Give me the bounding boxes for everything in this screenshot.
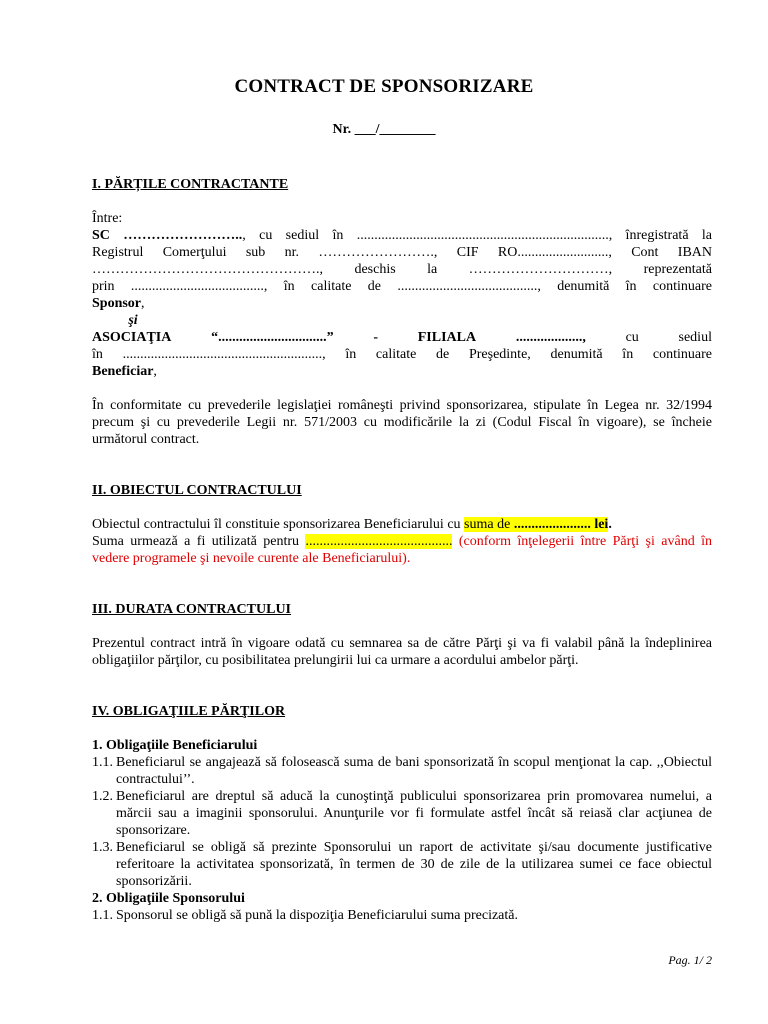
parties-line-7: în ........................................................., în calitate de Preşedinte, denumită în continuare (92, 347, 712, 362)
parties-line-1 (92, 227, 712, 244)
parties-line-1-text: , cu sediul în ........................................................................, înregistrată la (242, 228, 712, 243)
asociatia-line (92, 329, 712, 346)
list-item-text: Sponsorul se obligă să pună la dispoziţia Beneficiarului suma precizată. (116, 908, 518, 923)
duration-paragraph: Prezentul contract intră în vigoare odată cu semnarea sa de către Părţi şi va fi valabil până la îndeplinirea obligaţiilor părţilor, cu posibilitatea prelungirii lui ca urmare a acordului ambelor părţi. (92, 636, 712, 668)
asociatia-cu: cu (625, 330, 639, 345)
usage-blank-highlight: .......................................... (305, 534, 453, 549)
intre-label: Între: (92, 211, 123, 226)
list-item-text: Beneficiarul se obligă să prezinte Sponsorului un raport de activitate şi/sau documente justificative referitoare la activitatea sponsorizată, în termen de 30 de zile de la utilizarea sumei ce face obiectul sponsorizării. (116, 840, 712, 889)
list-item (92, 907, 712, 924)
beneficiar-term: Beneficiar (92, 364, 154, 379)
list-item-number: 1.1. (92, 908, 113, 923)
beneficiary-obligations-list (92, 754, 712, 890)
object-text: Obiectul contractului îl constituie sponsorizarea Beneficiarului cu (92, 517, 465, 532)
list-item (92, 839, 712, 890)
si-conjunction: şi (128, 313, 138, 328)
object-line-2 (92, 533, 712, 567)
legal-basis-paragraph: În conformitate cu prevederile legislaţiei româneşti privind sponsorizarea, stipulate în Legea nr. 32/1994 precum şi cu prevederile Legii nr. 571/2003 cu modificările la zi (Codul Fiscal în vigoare), se încheie următorul contract. (92, 398, 712, 447)
sponsor-obligations-list (92, 907, 712, 924)
asociatia-label: ASOCIAŢIA (92, 330, 172, 345)
asociatia-dash: - (373, 330, 378, 345)
section-heading-parties: I. PĂRȚILE CONTRACTANTE (92, 177, 289, 192)
parties-line-4: prin ......................................, în calitate de ........................................, denumită în continuare (92, 279, 712, 294)
section-heading-object: II. OBIECTUL CONTRACTULUI (92, 483, 302, 498)
sponsor-obligations-title: 2. Obligaţiile Sponsorului (92, 891, 245, 906)
section-heading-obligations: IV. OBLIGAŢIILE PĂRŢILOR (92, 704, 286, 719)
parties-line-2: Registrul Comerţului sub nr. ……………………., CIF RO.........................., Cont IBAN (92, 245, 712, 260)
contract-number: Nr. ___/________ (332, 122, 436, 137)
list-item (92, 788, 712, 839)
document-title: CONTRACT DE SPONSORIZARE (234, 76, 534, 97)
list-item-text: Beneficiarul are dreptul să aducă la cunoştinţă publicului sponsorizarea prin promovarea numelui, a mărcii sau a imaginii sponsorului. Anunţurile vor fi formulate astfel încât să reiasă clar acţiunea de sponsorizare. (116, 789, 712, 838)
sum-amount-blank: ...................... lei (513, 517, 609, 532)
list-item (92, 754, 712, 788)
sum-label: suma de (464, 517, 514, 532)
sponsor-term: Sponsor (92, 296, 142, 311)
parties-line-3: …………………………………………., deschis la …………………………, reprezentată (92, 262, 712, 277)
object-line-1 (92, 516, 712, 533)
parties-line-8: Beneficiar, (92, 364, 157, 379)
sum-highlight (464, 517, 608, 532)
list-item-number: 1.3. (92, 840, 113, 855)
beneficiary-obligations-title: 1. Obligaţiile Beneficiarului (92, 738, 258, 753)
usage-note-red: (conform înţelegerii între Părţi şi având în vedere programele şi nevoile curente ale Beneficiarului). (92, 534, 712, 566)
list-item-number: 1.1. (92, 755, 113, 770)
sc-name: SC …………………….. (92, 228, 243, 243)
object-period: . (608, 517, 612, 532)
filiala-blank: ..................., (515, 330, 586, 345)
asociatia-sediul: sediul (678, 330, 712, 345)
list-item-text: Beneficiarul se angajează să folosească suma de bani sponsorizată în scopul menţionat la cap. ,,Obiectul contractului’’. (116, 755, 712, 787)
usage-text: Suma urmează a fi utilizată pentru (92, 534, 306, 549)
si-line (92, 312, 712, 329)
filiala-label: FILIALA (417, 330, 477, 345)
page-number: Pag. 1/ 2 (668, 953, 712, 967)
parties-line-5: Sponsor, (92, 296, 145, 311)
section-heading-duration: III. DURATA CONTRACTULUI (92, 602, 292, 617)
document-body (92, 176, 712, 924)
asociatia-name-blank: “...............................” (211, 330, 334, 345)
list-item-number: 1.2. (92, 789, 113, 804)
